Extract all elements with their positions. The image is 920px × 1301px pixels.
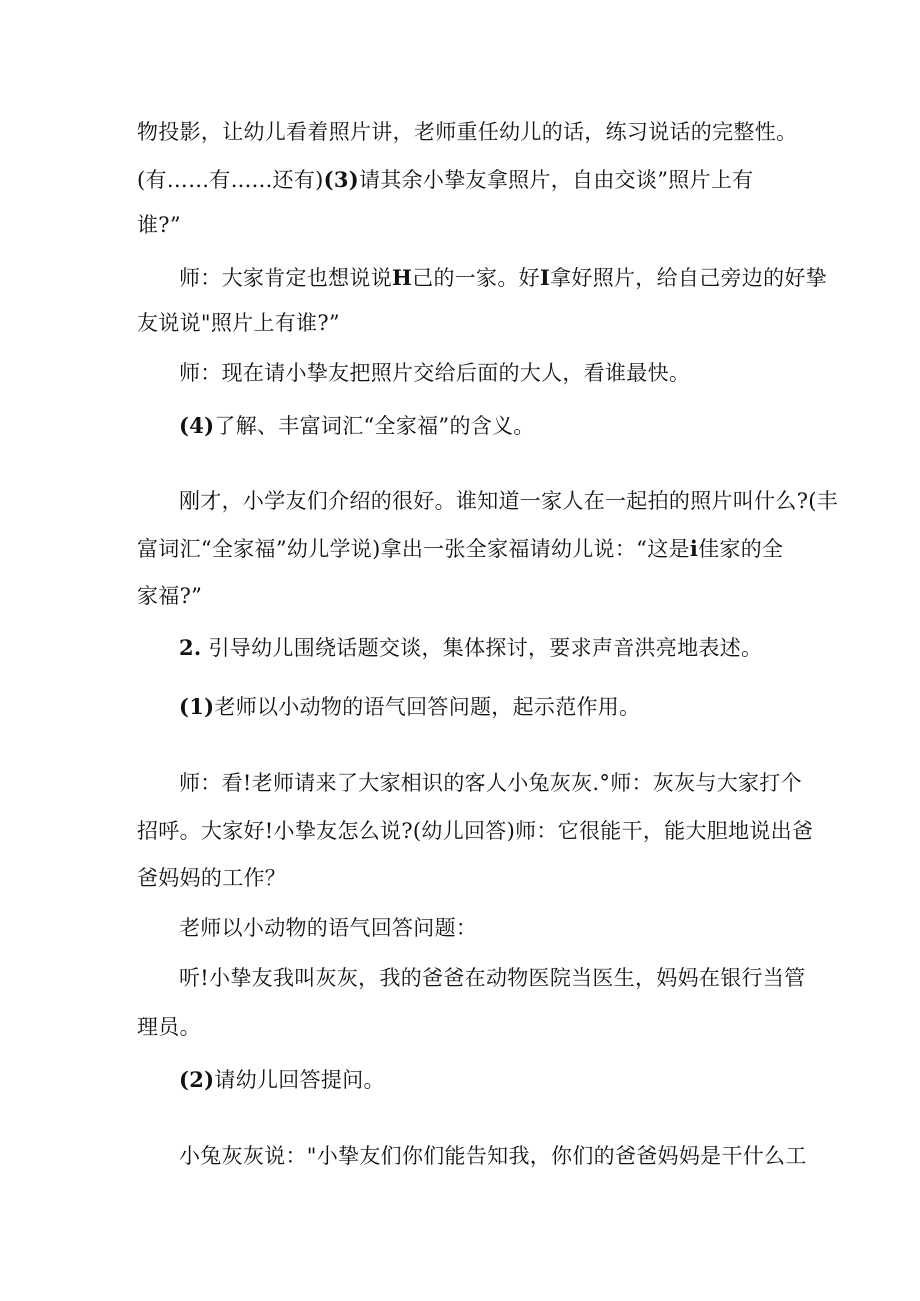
text-run: 引导幼儿围绕话题交谈，集体探讨，要求声音洪亮地表述。 <box>201 636 763 660</box>
paragraph-line <box>179 1142 839 1170</box>
paragraph-line <box>137 535 797 563</box>
paragraph-line <box>137 817 814 845</box>
paragraph-line <box>137 1013 797 1041</box>
paragraph-line <box>137 118 797 146</box>
text-run: 听!小挚友我叫灰灰，我的爸爸在动物医院当医生，妈妈在银行当管 <box>179 966 806 990</box>
step-number: (3) <box>323 167 360 192</box>
paragraph-line <box>179 769 839 797</box>
text-run: 请其余小挚友拿照片，自由交谈”照片上有 <box>359 168 754 192</box>
paragraph-line <box>179 487 839 515</box>
text-run: 招呼。大家好!小挚友怎么说?(幼儿回答)师：它很能干，能大胆地说出爸 <box>137 819 814 843</box>
text-run: 家福?” <box>137 584 203 608</box>
section-number: 2. <box>179 635 202 660</box>
text-run: 物投影，让幼儿看着照片讲，老师重任幼儿的话，练习说话的完整性。 <box>137 120 798 144</box>
paragraph-line <box>179 964 839 992</box>
ocr-glyph: H <box>392 265 413 290</box>
paragraph-line <box>137 309 797 337</box>
text-run: 刚才，小学友们介绍的很好。谁知道一家人在一起拍的照片叫什么?(丰 <box>179 489 839 513</box>
text-run: (有……有......还有) <box>137 168 324 192</box>
paragraph-line <box>137 864 797 892</box>
text-run: 师：大家肯定也想说说 <box>179 266 392 290</box>
paragraph-line <box>137 582 797 610</box>
ocr-glyph: I <box>539 265 551 290</box>
ocr-glyph: i <box>689 536 699 561</box>
text-run: 佳家的全 <box>698 537 784 561</box>
text-run: 理员。 <box>137 1015 201 1039</box>
paragraph-line <box>179 914 839 942</box>
paragraph-line <box>137 166 797 194</box>
text-run: 小兔灰灰说："小挚友们你们能告知我，你们的爸爸妈妈是干什么工 <box>179 1144 807 1168</box>
text-run: 谁?” <box>137 213 181 237</box>
paragraph-line <box>179 359 839 387</box>
step-number: (2) <box>179 1067 215 1092</box>
text-run: 师：现在请小挚友把照片交给后面的大人，看谁最快。 <box>179 361 691 385</box>
paragraph-line <box>179 412 839 440</box>
text-run: 老师以小动物的语气回答问题，起示范作用。 <box>214 695 641 719</box>
text-run: 拿好照片，给自己旁边的好挚 <box>550 266 827 290</box>
text-run: 老师以小动物的语气回答问题： <box>179 916 478 940</box>
paragraph-line <box>179 693 839 721</box>
text-run: 师：看!老师请来了大家相识的客人小兔灰灰.°师：灰灰与大家打个 <box>179 771 802 795</box>
paragraph-line <box>179 264 839 292</box>
text-run: 请幼儿回答提问。 <box>214 1068 385 1092</box>
text-run: 富词汇“全家福”幼儿学说)拿出一张全家福请幼儿说：“这是 <box>137 537 690 561</box>
text-run: 己的一家。好 <box>412 266 540 290</box>
paragraph-line <box>179 634 839 662</box>
paragraph-line <box>179 1066 839 1094</box>
text-run: 了解、丰富词汇“全家福”的含义。 <box>214 414 535 438</box>
paragraph-line <box>137 211 797 239</box>
text-run: 爸妈妈的工作？ <box>137 866 287 890</box>
step-number: (1) <box>179 694 215 719</box>
step-number: (4) <box>179 413 215 438</box>
text-run: 友说说"照片上有谁?” <box>137 311 340 335</box>
